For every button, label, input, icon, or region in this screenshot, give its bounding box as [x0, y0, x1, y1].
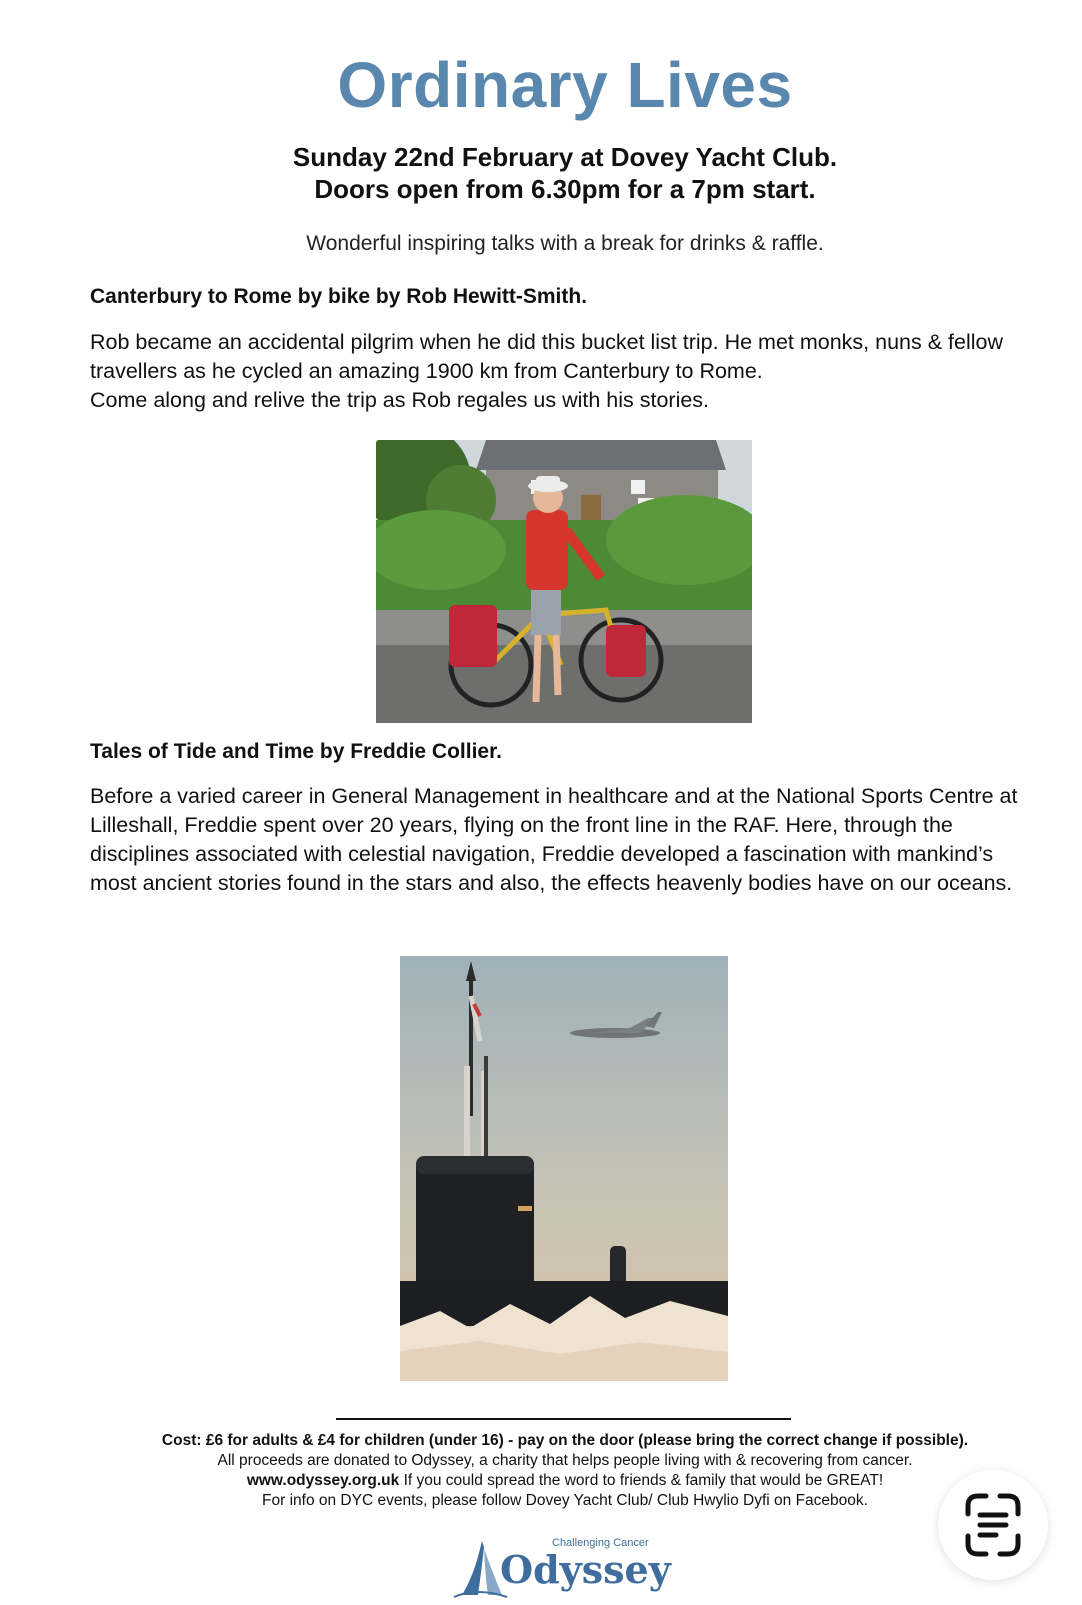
talk1-paragraph-2: Come along and relive the trip as Rob regales us with his stories. — [90, 388, 710, 412]
cost-line — [0, 1432, 1082, 1450]
cost-text: Cost: £6 for adults & £4 for children (under 16) - pay on the door (please bring the correct change if possible). — [161, 1432, 969, 1449]
divider — [336, 1418, 791, 1420]
website-link[interactable]: www.odyssey.org.uk — [246, 1472, 400, 1489]
event-date-line: Sunday 22nd February at Dovey Yacht Club. — [292, 142, 838, 172]
facebook-info-line: For info on DYC events, please follow Dovey Yacht Club/ Club Hwylio Dyfi on Facebook. — [262, 1492, 868, 1509]
website-line — [0, 1472, 1082, 1490]
odyssey-logo — [452, 1537, 671, 1600]
talk2-description — [90, 782, 1030, 898]
talk1-description — [90, 328, 1030, 415]
page-title: Ordinary Lives — [337, 49, 793, 121]
live-text-scan-button[interactable] — [938, 1470, 1048, 1580]
logo-wordmark: Odyssey — [500, 1547, 671, 1592]
talk1-heading: Canterbury to Rome by bike by Rob Hewitt-Smith. — [90, 285, 588, 308]
submarine-photo — [400, 956, 728, 1381]
event-time-line: Doors open from 6.30pm for a 7pm start. — [314, 174, 816, 204]
live-text-scan-icon — [938, 1470, 1048, 1580]
cyclist-photo — [376, 440, 752, 723]
spread-the-word-text: If you could spread the word to friends & family that would be GREAT! — [399, 1472, 884, 1489]
talk1-paragraph: Rob became an accidental pilgrim when he did this bucket list trip. He met monks, nuns & fellow travellers as he cycled an amazing 1900 km from Canterbury to Rome. — [90, 330, 1003, 383]
talk2-heading: Tales of Tide and Time by Freddie Collier. — [90, 740, 502, 763]
proceeds-line: All proceeds are donated to Odyssey, a charity that helps people living with & recovering from cancer. — [217, 1452, 913, 1469]
logo-tagline: Challenging Cancer — [552, 1537, 649, 1549]
intro-text: Wonderful inspiring talks with a break for drinks & raffle. — [306, 232, 824, 255]
talk2-paragraph: Before a varied career in General Management in healthcare and at the National Sports Centre at Lilleshall, Freddie spent over 20 years, flying on the front line in the RAF. Here, through the disciplines associated with celestial navigation, Freddie developed a fascination with mankind’s most ancient stories found in the stars and also, the effects heavenly bodies have on our oceans. — [90, 784, 1018, 895]
